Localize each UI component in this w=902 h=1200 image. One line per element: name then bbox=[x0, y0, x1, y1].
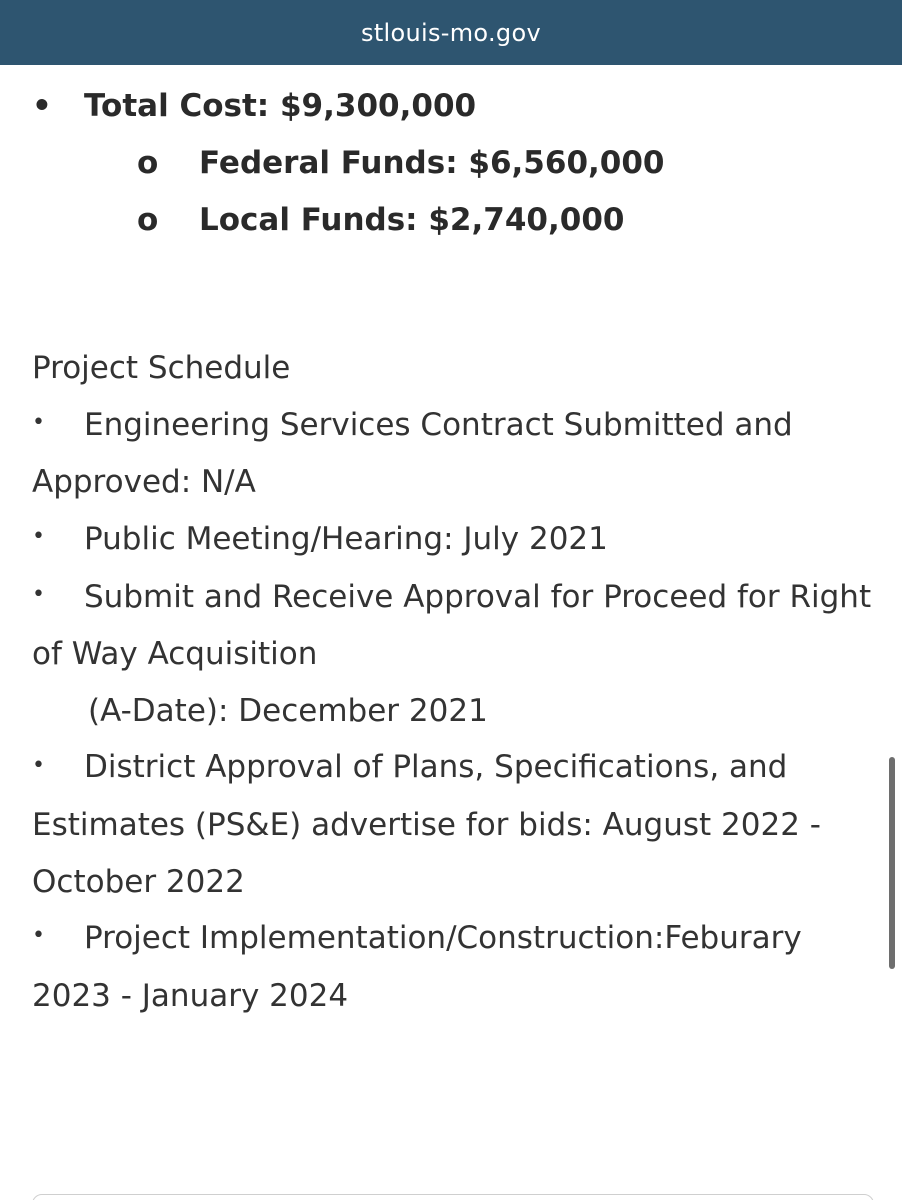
sub-bullet-marker: o bbox=[137, 145, 159, 181]
bullet-marker: • bbox=[32, 923, 45, 949]
bullet-marker: • bbox=[32, 409, 45, 435]
bullet-marker: • bbox=[32, 88, 52, 124]
schedule-item-text: Submit and Receive Approval for Proceed for Right of Way Acquisition bbox=[32, 578, 872, 673]
total-cost: Total Cost: $9,300,000 bbox=[84, 88, 477, 124]
schedule-item-text: Engineering Services Contract Submitted and Approved: N/A bbox=[32, 406, 793, 501]
bullet-marker: • bbox=[32, 752, 45, 778]
schedule-item bbox=[32, 910, 872, 1024]
schedule-item-text: Public Meeting/Hearing: July 2021 bbox=[84, 520, 608, 557]
url-text[interactable]: stlouis-mo.gov bbox=[361, 18, 541, 47]
federal-funds-line bbox=[32, 135, 872, 192]
project-schedule-section bbox=[32, 340, 872, 1024]
schedule-a-date: (A-Date): December 2021 bbox=[88, 692, 488, 729]
local-funds-line bbox=[32, 192, 872, 249]
sub-bullet-marker: o bbox=[137, 202, 159, 238]
scrollbar[interactable] bbox=[889, 757, 895, 969]
federal-funds: Federal Funds: $6,560,000 bbox=[199, 145, 665, 181]
schedule-item bbox=[32, 739, 872, 910]
schedule-item bbox=[32, 397, 872, 511]
cost-section bbox=[32, 78, 872, 249]
schedule-item bbox=[32, 569, 872, 683]
bottom-card-edge bbox=[32, 1194, 874, 1200]
schedule-heading: Project Schedule bbox=[32, 350, 291, 386]
total-cost-line bbox=[32, 78, 872, 135]
schedule-item bbox=[32, 511, 872, 569]
bullet-marker: • bbox=[32, 581, 45, 607]
schedule-item-text: District Approval of Plans, Specifications, and Estimates (PS&E) advertise for bids: August 2022 - October 2022 bbox=[32, 749, 821, 900]
schedule-item-text: Project Implementation/Construction:Feburary 2023 - January 2024 bbox=[32, 920, 802, 1014]
bullet-marker: • bbox=[32, 524, 45, 549]
local-funds: Local Funds: $2,740,000 bbox=[199, 202, 625, 238]
browser-url-bar[interactable] bbox=[0, 0, 902, 65]
